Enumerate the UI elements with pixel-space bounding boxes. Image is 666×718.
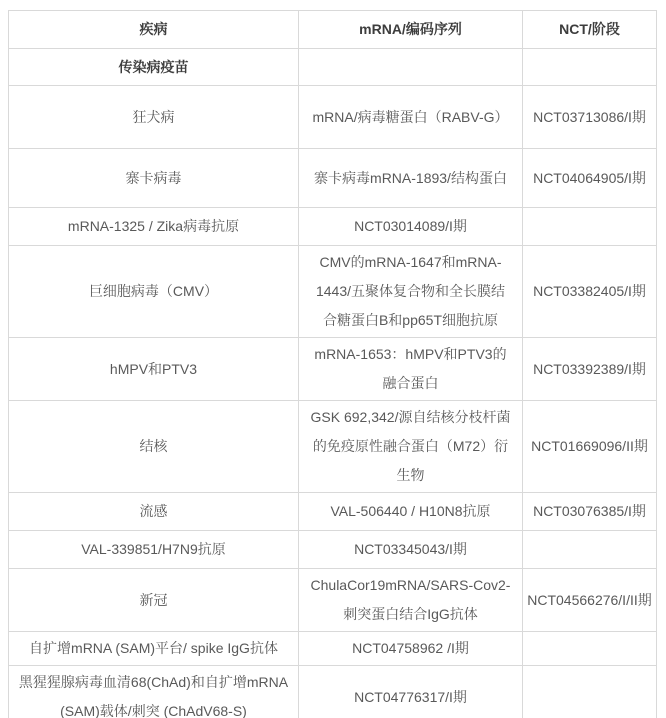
table-header-row (9, 11, 657, 49)
mrna-cell (299, 49, 523, 86)
nct-cell: NCT01669096/II期 (523, 401, 657, 493)
column-header-nct-phase: NCT/阶段 (523, 11, 657, 49)
table-row (9, 401, 657, 493)
nct-cell: NCT04566276/I/II期 (523, 569, 657, 632)
table-row (9, 531, 657, 569)
section-row-infectious-vaccines (9, 49, 657, 86)
mrna-cell: GSK 692,342/源自结核分枝杆菌的免疫原性融合蛋白（M72）衍生物 (299, 401, 523, 493)
disease-cell: hMPV和PTV3 (9, 338, 299, 401)
disease-cell: 黑猩猩腺病毒血清68(ChAd)和自扩增mRNA (SAM)载体/刺突 (ChAdV68-S) (9, 666, 299, 718)
table-row (9, 246, 657, 338)
mrna-cell: CMV的mRNA-1647和mRNA-1443/五聚体复合物和全长膜结合糖蛋白B和pp65T细胞抗原 (299, 246, 523, 338)
column-header-disease: 疾病 (9, 11, 299, 49)
mrna-cell: NCT03014089/I期 (299, 208, 523, 246)
disease-cell: 新冠 (9, 569, 299, 632)
table-row (9, 569, 657, 632)
nct-cell: NCT03076385/I期 (523, 493, 657, 531)
table-row (9, 493, 657, 531)
mrna-cell: VAL-506440 / H10N8抗原 (299, 493, 523, 531)
disease-cell: 结核 (9, 401, 299, 493)
table-row (9, 338, 657, 401)
disease-cell: mRNA-1325 / Zika病毒抗原 (9, 208, 299, 246)
disease-cell: 寨卡病毒 (9, 149, 299, 208)
nct-cell (523, 666, 657, 718)
nct-cell (523, 632, 657, 666)
disease-cell: 狂犬病 (9, 86, 299, 149)
mrna-vaccine-trials-table (8, 10, 657, 718)
nct-cell: NCT03392389/I期 (523, 338, 657, 401)
table-row (9, 632, 657, 666)
mrna-cell: NCT04758962 /I期 (299, 632, 523, 666)
column-header-mrna-sequence: mRNA/编码序列 (299, 11, 523, 49)
disease-cell: 巨细胞病毒（CMV） (9, 246, 299, 338)
mrna-cell: NCT04776317/I期 (299, 666, 523, 718)
mrna-cell: 寨卡病毒mRNA-1893/结构蛋白 (299, 149, 523, 208)
table-row (9, 666, 657, 718)
nct-cell: NCT04064905/I期 (523, 149, 657, 208)
disease-cell: 流感 (9, 493, 299, 531)
mrna-cell: mRNA/病毒糖蛋白（RABV-G） (299, 86, 523, 149)
disease-cell: VAL-339851/H7N9抗原 (9, 531, 299, 569)
mrna-cell: NCT03345043/I期 (299, 531, 523, 569)
mrna-cell: ChulaCor19mRNA/SARS-Cov2-刺突蛋白结合IgG抗体 (299, 569, 523, 632)
nct-cell (523, 49, 657, 86)
section-title-cell: 传染病疫苗 (9, 49, 299, 86)
nct-cell (523, 208, 657, 246)
table-row (9, 86, 657, 149)
table-row (9, 149, 657, 208)
mrna-cell: mRNA-1653：hMPV和PTV3的融合蛋白 (299, 338, 523, 401)
table-row (9, 208, 657, 246)
disease-cell: 自扩增mRNA (SAM)平台/ spike IgG抗体 (9, 632, 299, 666)
nct-cell: NCT03713086/I期 (523, 86, 657, 149)
nct-cell: NCT03382405/I期 (523, 246, 657, 338)
nct-cell (523, 531, 657, 569)
